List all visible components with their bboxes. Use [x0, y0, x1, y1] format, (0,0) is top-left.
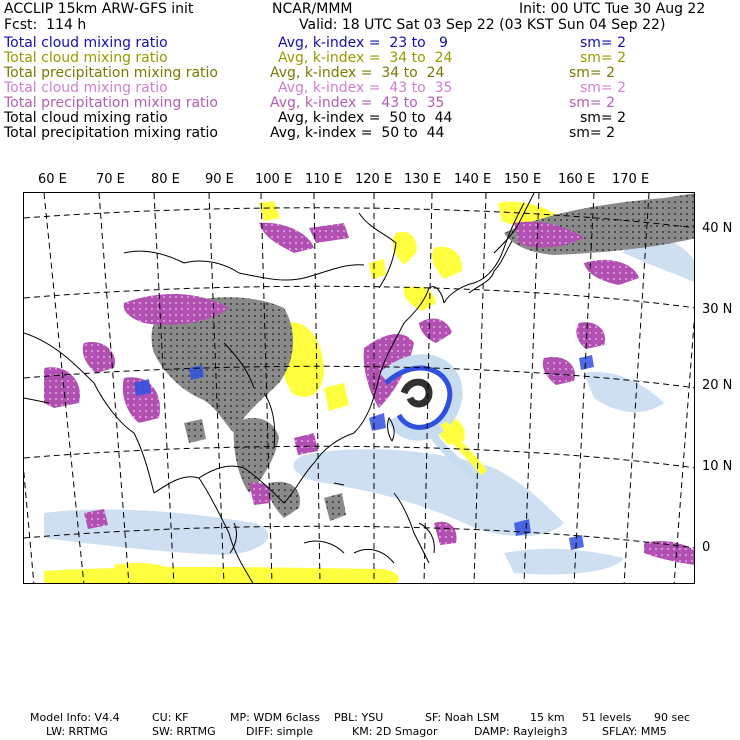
longitude-label: 110 E — [305, 172, 343, 187]
longitude-label: 90 E — [205, 172, 234, 187]
longitude-label: 60 E — [38, 172, 67, 187]
legend-row-sm: sm= 2 — [580, 80, 627, 96]
legend-row-avg: Avg, k-index = 34 to 24 — [278, 50, 453, 66]
legend-row-avg: Avg, k-index = 43 to 35 — [270, 95, 445, 111]
longitude-label: 170 E — [612, 172, 650, 187]
footer-item: SF: Noah LSM — [425, 711, 500, 724]
longitude-label: 160 E — [558, 172, 596, 187]
legend-row-avg: Avg, k-index = 50 to 44 — [278, 110, 453, 126]
longitude-label: 80 E — [151, 172, 180, 187]
legend-row-field: Total cloud mixing ratio — [4, 50, 168, 66]
legend-row-sm: sm= 2 — [569, 65, 616, 81]
longitude-label: 150 E — [504, 172, 542, 187]
valid-time: Valid: 18 UTC Sat 03 Sep 22 (03 KST Sun 04 Sep 22) — [299, 17, 666, 33]
footer-item: SFLAY: MM5 — [602, 725, 667, 738]
legend-row-sm: sm= 2 — [569, 95, 616, 111]
longitude-label: 100 E — [255, 172, 293, 187]
legend-row-avg: Avg, k-index = 50 to 44 — [270, 125, 445, 141]
footer-item: KM: 2D Smagor — [352, 725, 438, 738]
legend-row-avg: Avg, k-index = 34 to 24 — [270, 65, 445, 81]
latitude-label: 0 — [702, 540, 711, 555]
legend-row-sm: sm= 2 — [580, 35, 627, 51]
footer-item: 90 sec — [654, 711, 691, 724]
footer-item: 15 km — [530, 711, 565, 724]
footer-item: SW: RRTMG — [152, 725, 216, 738]
legend-row-field: Total precipitation mixing ratio — [4, 125, 218, 141]
footer-item: MP: WDM 6class — [230, 711, 320, 724]
legend-row-sm: sm= 2 — [569, 125, 616, 141]
longitude-label: 70 E — [96, 172, 125, 187]
footer-item: CU: KF — [152, 711, 189, 724]
legend-row-avg: Avg, k-index = 43 to 35 — [278, 80, 453, 96]
forecast-hour: Fcst: 114 h — [4, 17, 87, 33]
center-label: NCAR/MMM — [272, 1, 353, 17]
model-title: ACCLIP 15km ARW-GFS init — [4, 1, 194, 17]
latitude-label: 30 N — [702, 302, 733, 317]
legend-row-avg: Avg, k-index = 23 to 9 — [278, 35, 448, 51]
map-panel — [23, 192, 695, 584]
legend-row-field: Total cloud mixing ratio — [4, 110, 168, 126]
footer-item: LW: RRTMG — [46, 725, 108, 738]
legend-row-field: Total cloud mixing ratio — [4, 80, 168, 96]
footer-item: Model Info: V4.4 — [30, 711, 120, 724]
longitude-label: 120 E — [355, 172, 393, 187]
footer-item: PBL: YSU — [334, 711, 384, 724]
longitude-label: 130 E — [404, 172, 442, 187]
map-canvas — [24, 193, 695, 584]
legend-row-sm: sm= 2 — [580, 50, 627, 66]
longitude-label: 140 E — [454, 172, 492, 187]
legend-row-field: Total precipitation mixing ratio — [4, 65, 218, 81]
legend-row-field: Total cloud mixing ratio — [4, 35, 168, 51]
legend-row-sm: sm= 2 — [580, 110, 627, 126]
footer-item: DIFF: simple — [246, 725, 314, 738]
latitude-label: 10 N — [702, 459, 733, 474]
footer-item: DAMP: Rayleigh3 — [474, 725, 568, 738]
footer-item: 51 levels — [582, 711, 632, 724]
latitude-label: 40 N — [702, 221, 733, 236]
init-time: Init: 00 UTC Tue 30 Aug 22 — [519, 1, 706, 17]
latitude-label: 20 N — [702, 378, 733, 393]
legend-row-field: Total precipitation mixing ratio — [4, 95, 218, 111]
